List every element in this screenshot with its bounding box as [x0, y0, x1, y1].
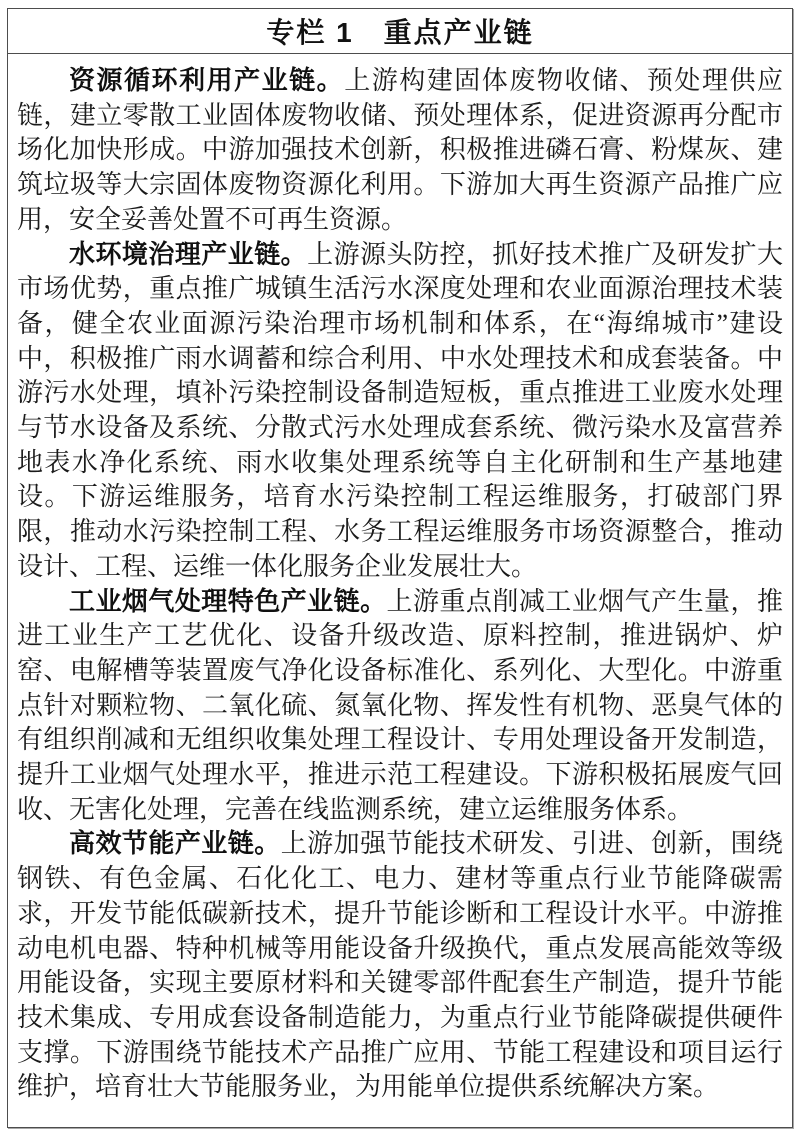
- paragraph-lead-energy-efficiency: 高效节能产业链。: [69, 829, 281, 859]
- box-title: 专栏 1 重点产业链: [8, 9, 792, 54]
- paragraph-body-resource-recycling: 上游构建固体废物收储、预处理供应链，建立零散工业固体废物收储、预处理体系，促进资源再分配市场化加快形成。中游加强技术创新，积极推进磷石膏、粉煤灰、建筑垃圾等大宗固体废物资源化利用。下游加大再生资源产品推广应用，安全妥善处置不可再生资源。: [17, 66, 783, 234]
- paragraph-energy-efficiency: [17, 827, 783, 1105]
- paragraph-water-environment: [17, 238, 783, 585]
- paragraph-lead-water-environment: 水环境治理产业链。: [69, 239, 308, 269]
- paragraph-lead-resource-recycling: 资源循环利用产业链。: [69, 66, 345, 95]
- paragraph-body-energy-efficiency: 上游加强节能技术研发、引进、创新，围绕钢铁、有色金属、石化化工、电力、建材等重点行业节能降碳需求，开发节能低碳新技术，提升节能诊断和工程设计水平。中游推动电机电器、特种机械等用能设备升级换代，重点发展高能效等级用能设备，实现主要原材料和关键零部件配套生产制造，提升节能技术集成、专用成套设备制造能力，为重点行业节能降碳提供硬件支撑。下游围绕节能技术产品推广应用、节能工程建设和项目运行维护，培育壮大节能服务业，为用能单位提供系统解决方案。: [17, 829, 783, 1102]
- feature-box: [7, 8, 793, 1128]
- paragraph-resource-recycling: [17, 64, 783, 238]
- paragraph-body-water-environment: 上游源头防控，抓好技术推广及研发扩大市场优势，重点推广城镇生活污水深度处理和农业面源治理技术装备，健全农业面源污染治理市场机制和体系，在“海绵城市”建设中，积极推广雨水调蓄和综合利用、中水处理技术和成套装备。中游污水处理，填补污染控制设备制造短板，重点推进工业废水处理与节水设备及系统、分散式污水处理成套系统、微污染水及富营养地表水净化系统、雨水收集处理系统等自主化研制和生产基地建设。下游运维服务，培育水污染控制工程运维服务，打破部门界限，推动水污染控制工程、水务工程运维服务市场资源整合，推动设计、工程、运维一体化服务企业发展壮大。: [17, 239, 783, 581]
- paragraph-body-industrial-flue-gas: 上游重点削减工业烟气产生量，推进工业生产工艺优化、设备升级改造、原料控制，推进锅炉、炉窑、电解槽等装置废气净化设备标准化、系列化、大型化。中游重点针对颗粒物、二氧化硫、氮氧化物、挥发性有机物、恶臭气体的有组织削减和无组织收集处理工程设计、专用处理设备开发制造，提升工业烟气处理水平，推进示范工程建设。下游积极拓展废气回收、无害化处理，完善在线监测系统，建立运维服务体系。: [17, 586, 783, 824]
- box-body: [8, 54, 792, 1127]
- paragraph-lead-industrial-flue-gas: 工业烟气处理特色产业链。: [69, 586, 387, 616]
- paragraph-industrial-flue-gas: [17, 585, 783, 828]
